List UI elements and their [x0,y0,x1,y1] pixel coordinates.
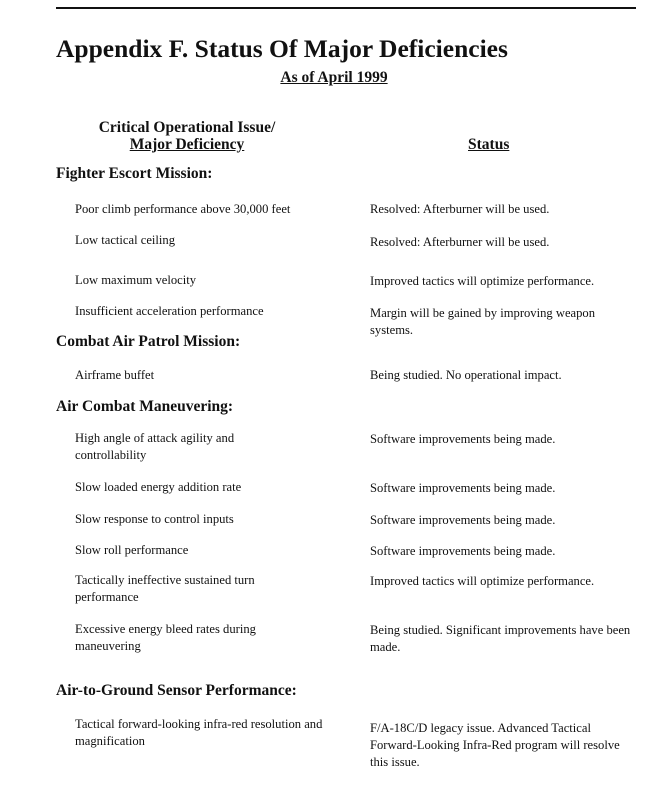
status-text: Improved tactics will optimize performance. [370,274,595,288]
status-text: F/A-18C/D legacy issue. Advanced Tactical Forward-Looking Infra-Red program will resolve this issue. [370,721,620,769]
as-of-date [0,69,668,87]
section-heading: Air-to-Ground Sensor Performance: [56,682,297,699]
status-text: Software improvements being made. [370,513,556,527]
issue-text: Excessive energy bleed rates during maneuvering [75,622,256,653]
status-text: Improved tactics will optimize performance. [370,574,595,588]
as-of-text: As of April 1999 [280,69,388,86]
issue-header-line1: Critical Operational Issue/ [98,119,276,136]
issue-text: Tactical forward-looking infra-red resolution and magnification [75,717,323,748]
status-text: Being studied. Significant improvements have been made. [370,623,631,654]
status-text: Software improvements being made. [370,432,556,446]
issue-text: Insufficient acceleration performance [75,304,264,318]
section-heading: Air Combat Maneuvering: [56,398,234,415]
issue-text: Low maximum velocity [75,273,197,287]
status-text: Margin will be gained by improving weapon systems. [370,306,596,337]
section-heading: Combat Air Patrol Mission: [56,333,241,350]
issue-text: Airframe buffet [75,368,155,382]
issue-text: Slow loaded energy addition rate [75,480,242,494]
issue-column-header [60,119,314,153]
top-rule [56,7,636,9]
issue-text: Slow response to control inputs [75,512,234,526]
status-text: Being studied. No operational impact. [370,368,562,382]
issue-text: Poor climb performance above 30,000 feet [75,202,291,216]
status-text: Software improvements being made. [370,481,556,495]
status-header-text: Status [468,136,510,153]
issue-text: Slow roll performance [75,543,189,557]
status-text: Resolved: Afterburner will be used. [370,235,550,249]
status-column-header [468,136,509,154]
status-text: Resolved: Afterburner will be used. [370,202,550,216]
section-heading: Fighter Escort Mission: [56,165,213,182]
issue-text: Low tactical ceiling [75,233,176,247]
issue-text: Tactically ineffective sustained turn performance [75,573,255,604]
status-text: Software improvements being made. [370,544,556,558]
page-title: Appendix F. Status Of Major Deficiencies [56,34,508,63]
issue-text: High angle of attack agility and controllability [75,431,235,462]
issue-header-line2: Major Deficiency [129,136,245,153]
